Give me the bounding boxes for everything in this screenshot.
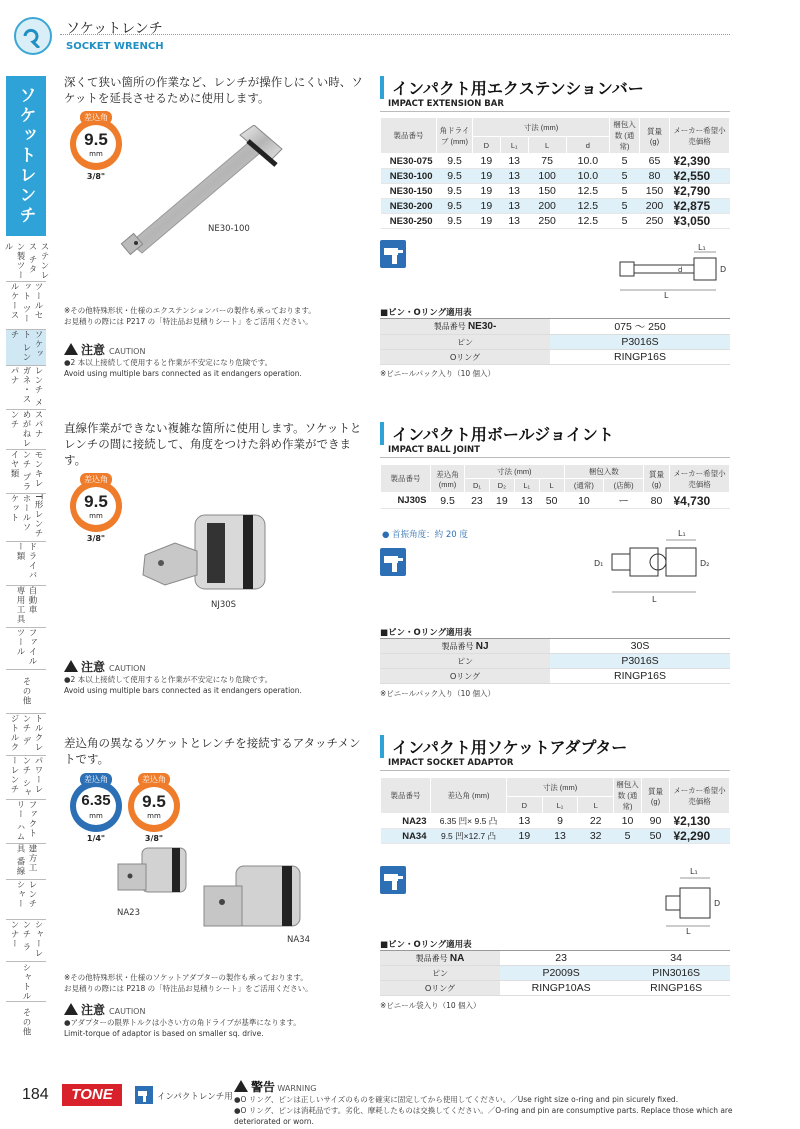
table-row <box>381 814 730 829</box>
sidebar-item[interactable]: ツールセット ツールケース <box>6 282 46 330</box>
table-cell: 12.5 <box>566 214 609 229</box>
table-cell: NA23 <box>381 814 431 829</box>
table-cell: 13 <box>500 199 528 214</box>
table-cell: NE30-100 <box>381 169 437 184</box>
table-cell: NE30-200 <box>381 199 437 214</box>
drive-size-badge: 差込角 9.5 mm 3/8" <box>70 118 122 170</box>
table-cell: 90 <box>642 814 670 829</box>
table-cell: 13 <box>507 814 543 829</box>
table-row <box>381 829 730 844</box>
product-label: NA23 <box>117 908 140 918</box>
table-cell: 5 <box>610 184 640 199</box>
sidebar-item[interactable]: シャーレンチ ランナー <box>6 920 46 962</box>
table-cell: 19 <box>473 154 501 169</box>
sidebar-item[interactable]: ファクトリー ハム <box>6 800 46 844</box>
brand-logo: TONE <box>62 1084 122 1106</box>
sidebar-item[interactable]: 自動車 専用工具 <box>6 586 46 628</box>
section-rule <box>380 111 730 112</box>
ball-joint-diagram <box>592 524 732 606</box>
table-cell: ¥2,130 <box>670 814 730 829</box>
table-cell: 9.5 <box>437 154 473 169</box>
section3-description: 差込角の異なるソケットとレンチを接続するアタッチメントです。 <box>64 736 361 766</box>
table-row <box>381 184 730 199</box>
caution-icon <box>64 660 78 672</box>
table-cell: 150 <box>640 184 670 199</box>
table-cell: 32 <box>578 829 614 844</box>
warning-icon <box>234 1080 248 1092</box>
table-cell: 12.5 <box>566 184 609 199</box>
impact-wrench-icon <box>380 240 406 268</box>
sidebar-item[interactable]: レンチ シャー <box>6 880 46 920</box>
section-subtitle: IMPACT SOCKET ADAPTOR <box>388 758 514 768</box>
section2-description: 直線作業ができない複雑な箇所に使用します。ソケットとレンチの間に接続して、角度をつけた斜め作業ができます。 <box>64 421 362 467</box>
svg-text:L: L <box>652 595 657 604</box>
table-cell: 9.5 凹×12.7 凸 <box>431 829 507 844</box>
table-cell: 100 <box>528 169 566 184</box>
swivel-angle-note: ● 首振角度：約 20 度 <box>382 530 468 540</box>
svg-text:L₁: L₁ <box>698 243 706 252</box>
table-cell: 19 <box>473 184 501 199</box>
caution-block: 注意 CAUTION ●2 本以上接続して使用すると作業が不安定になり危険です。 Avoid using multiple bars connected as it endangers operation. <box>64 660 302 695</box>
pin-note: ※ビニール袋入り（10 個入） <box>380 1001 481 1010</box>
adaptor-spec-table: 製品番号 差込角 (mm) 寸法 (mm) 梱包入数 (通常) 質量 (g) メーカー希望小売価格 D L₁ L NA23 6.35 凹× 9.5 凸 13 9 22 10 90 ¥2,130 NA34 9.5 凹×12.7 凸 19 13 32 5 50 ¥2,290 <box>380 777 730 844</box>
extension-bar-diagram <box>612 240 732 302</box>
table-cell: NJ30S <box>381 493 431 509</box>
table-cell: ¥2,875 <box>670 199 730 214</box>
table-cell: 19 <box>473 199 501 214</box>
section-title: インパクト用ソケットアダプター <box>380 735 627 758</box>
section1-description: 深くて狭い箇所の作業など、レンチが操作しにくい時、ソケットを延長させるために使用します。 <box>64 75 363 105</box>
caution-icon <box>64 343 78 355</box>
sidebar-tabs <box>3 242 49 1042</box>
table-row <box>381 199 730 214</box>
drive-size-badge: 差込角 6.35 mm 1/4" <box>70 780 122 832</box>
ball-joint-image <box>135 505 275 600</box>
sidebar-item[interactable]: シャトル <box>6 962 46 1002</box>
table-cell: 9.5 <box>437 169 473 184</box>
svg-text:D₂: D₂ <box>700 559 710 568</box>
sidebar-item[interactable]: ファイル ツール <box>6 628 46 670</box>
table-cell: 250 <box>528 214 566 229</box>
adaptor-diagram <box>652 864 732 934</box>
table-cell: 5 <box>610 169 640 184</box>
table-cell: 5 <box>614 829 642 844</box>
svg-text:D: D <box>714 899 721 908</box>
table-cell: 19 <box>489 493 514 509</box>
section-subtitle: IMPACT EXTENSION BAR <box>388 99 504 109</box>
svg-text:L: L <box>686 927 691 934</box>
svg-text:L₁: L₁ <box>678 529 686 538</box>
table-cell: 150 <box>528 184 566 199</box>
sidebar-item[interactable]: モンキレンチ プライヤ類 <box>6 450 46 494</box>
table-cell: 10 <box>614 814 642 829</box>
table-cell: 75 <box>528 154 566 169</box>
table-cell: 5 <box>610 154 640 169</box>
impact-wrench-icon <box>135 1086 153 1104</box>
table-row <box>381 169 730 184</box>
table-cell: 13 <box>500 184 528 199</box>
sidebar-item[interactable]: その他 <box>21 1007 31 1037</box>
impact-wrench-icon <box>380 548 406 576</box>
table-cell: 10.0 <box>566 169 609 184</box>
table-cell: 13 <box>542 829 578 844</box>
table-cell: ¥2,790 <box>670 184 730 199</box>
table-cell: 19 <box>473 169 501 184</box>
section-rule <box>380 457 730 458</box>
extension-bar-image <box>120 125 290 260</box>
svg-text:D₁: D₁ <box>594 559 604 568</box>
table-cell: 200 <box>640 199 670 214</box>
custom-note: ※その他特殊形状・仕様のソケットアダプターの製作も承っております。 お見積りの際には P218 の「特注品お見積りシート」をご活用ください。 <box>64 973 313 993</box>
sidebar-item[interactable]: T形レンチ ホールソケット <box>6 494 46 542</box>
sidebar-item-current[interactable]: ソケット レンチ <box>6 330 46 366</box>
adaptor-na34-image <box>196 860 306 940</box>
table-row <box>381 214 730 229</box>
table-cell: 12.5 <box>566 199 609 214</box>
page-subtitle: SOCKET WRENCH <box>66 41 164 52</box>
caution-icon <box>64 1003 78 1015</box>
pin-table-title: ■ピン・Oリング適用表 <box>380 628 472 638</box>
svg-text:L: L <box>664 291 669 300</box>
section-title: インパクト用ボールジョイント <box>380 422 614 445</box>
sidebar-item[interactable]: パワーレンチ シャーレンチ <box>6 756 46 800</box>
ball-joint-spec-table: 製品番号 差込角 (mm) 寸法 (mm) 梱包入数 質量 (g) メーカー希望小売価格 D₁ D₂ L₁ L (通常) (店飾) NJ30S 9.5 23 19 13 50 10 ー 80 ¥4,730 <box>380 464 730 509</box>
table-cell: 10.0 <box>566 154 609 169</box>
drive-size-badge: 差込角 9.5 mm 3/8" <box>70 480 122 532</box>
table-cell: 9.5 <box>431 493 465 509</box>
section-subtitle: IMPACT BALL JOINT <box>388 445 480 455</box>
extension-bar-spec-table: 製品番号 角ドライブ (mm) 寸法 (mm) 梱包入数 (通常) 質量 (g) メーカー希望小売価格 D L₁ L d NE30-075 9.5 19 13 75 10.0 5 65 ¥2,390 NE30-100 9.5 19 13 100 10.0 5 80 ¥2,550 NE30-150 9.5 19 13 150 12.5 5 150 ¥2,790 NE30-200 9.5 19 13 200 12.5 5 200 ¥2,875 NE30-250 9.5 19 13 250 12.5 5 250 ¥3,050 <box>380 117 730 229</box>
table-cell: 22 <box>578 814 614 829</box>
svg-text:D: D <box>720 265 727 274</box>
table-cell: NE30-250 <box>381 214 437 229</box>
table-cell: 9.5 <box>437 199 473 214</box>
caution-block: 注意 CAUTION ●アダプターの限界トルクは小さい方の角ドライブが基準になります。 Limit-torque of adaptor is based on smaller sq. drive. <box>64 1003 301 1038</box>
table-cell: ¥3,050 <box>670 214 730 229</box>
table-cell: 13 <box>514 493 539 509</box>
svg-text:d: d <box>678 266 683 274</box>
page-number: 184 <box>22 1086 49 1103</box>
table-cell: 9.5 <box>437 184 473 199</box>
table-cell: 5 <box>610 199 640 214</box>
table-cell: NE30-150 <box>381 184 437 199</box>
table-cell: 80 <box>640 169 670 184</box>
table-cell: 5 <box>610 214 640 229</box>
table-cell: 19 <box>473 214 501 229</box>
warning-block: 警告 WARNING ●O リング、ピンは正しいサイズのものを確実に固定してから使用してください。／Use right size o-ring and pin sicurely fixed. ●O リング、ピンは消耗品です。劣化、摩耗したものは交換してください。／O-ring and pin are consumptive parts. Replace those which are deteriorated or worn. <box>234 1080 733 1126</box>
drive-size-badge: 差込角 9.5 mm 3/8" <box>128 780 180 832</box>
table-cell: ¥2,550 <box>670 169 730 184</box>
sidebar-item[interactable]: 建方工具 番線 <box>6 844 46 880</box>
adaptor-na23-image <box>112 840 192 910</box>
table-row <box>381 493 730 509</box>
custom-note: ※その他特殊形状・仕様のエクステンションバーの製作も承っております。 お見積りの際には P217 の「特注品お見積りシート」をご活用ください。 <box>64 306 316 326</box>
table-cell: NA34 <box>381 829 431 844</box>
table-cell: 80 <box>644 493 670 509</box>
page-title: ソケットレンチ <box>66 21 163 37</box>
table-cell: NE30-075 <box>381 154 437 169</box>
table-cell: 65 <box>640 154 670 169</box>
table-cell: ¥2,290 <box>670 829 730 844</box>
pin-oring-table: 製品番号 NJ 30S ピン P3016S Oリング RINGP16S <box>380 638 730 684</box>
table-row <box>381 154 730 169</box>
sidebar-item[interactable]: その他 <box>6 670 46 714</box>
socket-wrench-logo-icon <box>14 17 52 55</box>
table-cell: 50 <box>642 829 670 844</box>
product-label: NE30-100 <box>208 224 250 234</box>
sidebar-item[interactable]: トルクレンチ デジトルク <box>6 714 46 756</box>
pin-oring-table: 製品番号 NA 23 34 ピン P2009S PIN3016S Oリング RINGP10AS RINGP16S <box>380 950 730 996</box>
table-cell: 13 <box>500 214 528 229</box>
section-title: インパクト用エクステンションバー <box>380 76 644 99</box>
pin-note: ※ビニールパック入り（10 個入） <box>380 369 496 378</box>
table-cell: 13 <box>500 154 528 169</box>
table-cell: 9.5 <box>437 214 473 229</box>
svg-text:L₁: L₁ <box>690 867 698 876</box>
table-cell: ー <box>604 493 644 509</box>
sidebar-item[interactable]: ステンレス チタン製ツール <box>3 242 49 280</box>
table-cell: 13 <box>500 169 528 184</box>
table-cell: 23 <box>465 493 490 509</box>
section-rule <box>380 770 730 771</box>
table-cell: 50 <box>539 493 564 509</box>
sidebar-item[interactable]: レンチ メガネ・スパナ <box>6 366 46 410</box>
table-cell: 6.35 凹× 9.5 凸 <box>431 814 507 829</box>
caution-block: 注意 CAUTION ●2 本以上接続して使用すると作業が不安定になり危険です。 Avoid using multiple bars connected as it endangers operation. <box>64 343 302 378</box>
pin-oring-table: 製品番号 NE30- 075 〜 250 ピン P3016S Oリング RINGP16S <box>380 318 730 365</box>
product-label: NJ30S <box>211 600 237 610</box>
pin-table-title: ■ピン・Oリング適用表 <box>380 940 472 950</box>
sidebar-active-tab[interactable]: ソケットレンチ <box>6 76 46 236</box>
pin-table-title: ■ピン・Oリング適用表 <box>380 308 472 318</box>
impact-wrench-icon <box>380 866 406 894</box>
pin-note: ※ビニールパック入り（10 個入） <box>380 689 496 698</box>
table-cell: 200 <box>528 199 566 214</box>
product-label: NA34 <box>287 935 310 945</box>
table-cell: ¥2,390 <box>670 154 730 169</box>
sidebar-item[interactable]: ドライバー類 <box>6 542 46 586</box>
table-cell: 250 <box>640 214 670 229</box>
table-cell: 9 <box>542 814 578 829</box>
table-cell: 10 <box>564 493 604 509</box>
icon-legend: インパクトレンチ用 <box>157 1092 233 1102</box>
table-cell: 19 <box>507 829 543 844</box>
sidebar-item[interactable]: スパナ めがねレンチ <box>6 410 46 450</box>
table-cell: ¥4,730 <box>670 493 730 509</box>
